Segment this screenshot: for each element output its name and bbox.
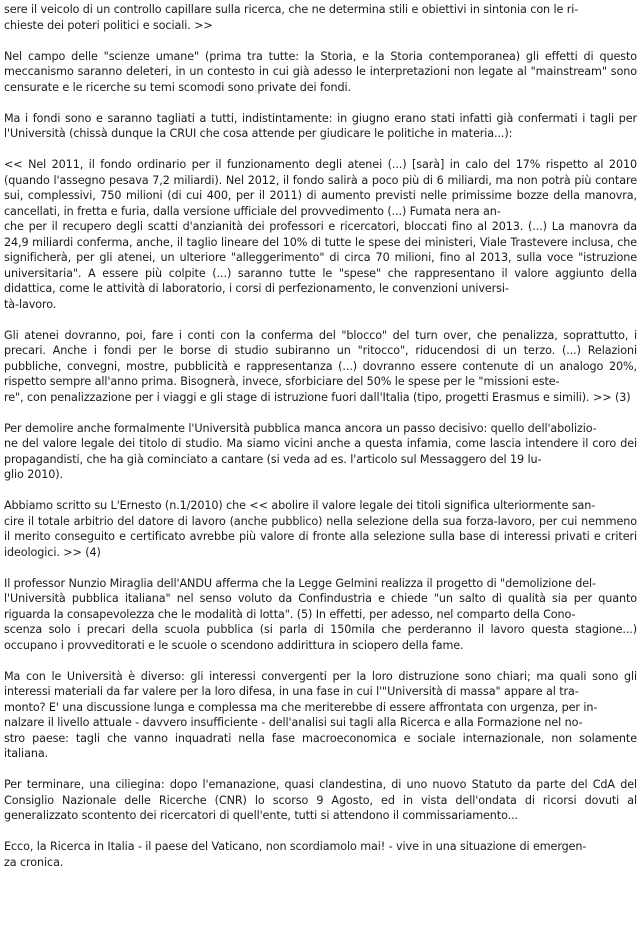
paragraph: Abbiamo scritto su L'Ernesto (n.1/2010) che << abolire il valore legale dei titoli significa ulteriormente san- cire il totale arbitrio del datore di lavoro (anche pubblico) nella selezione della sua forza-lavoro, per cui nemmeno il merito conseguito e certificato avrebbe più valore di fronte alla selezione sulla base di interessi privati e criteri ideologici. >> (4) bbox=[4, 499, 637, 559]
article-body bbox=[0, 2, 643, 870]
paragraph: Ma con le Università è diverso: gli interessi convergenti per la loro distruzione sono chiari; ma quali sono gli interessi materiali da far valere per la loro difesa, in una fase in cui l'"Università di massa" appare al tra- monto? E' una discussione lunga e complessa ma che meriterebbe di essere affrontata con urgenza, per in- nalzare il livello attuale - davvero insufficiente - dell'analisi sui tagli alla Ricerca e alla Formazione nel no- stro paese: tagli che vanno inquadrati nella fase macroeconomica e sociale internazionale, non solamente italiana. bbox=[4, 669, 637, 760]
paragraph: Ecco, la Ricerca in Italia - il paese del Vaticano, non scordiamolo mai! - vive in una situazione di emergen- za cronica. bbox=[4, 840, 587, 869]
quote-paragraph: << Nel 2011, il fondo ordinario per il funzionamento degli atenei (...) [sarà] in calo del 17% rispetto al 2010 (quando l'assegno pesava 7,2 miliardi). Nel 2012, il fondo salirà a poco più di 6 miliardi, ma non potrà più contare sui, complessivi, 750 milioni (di cui 400, per il 2011) di aumento previsti nelle primissime bozze della manovra, cancellati, in fretta e furia, dalla versione ufficiale del provvedimento (...) Fumata nera an- che per il recupero degli scatti d'anzianità dei professori e ricercatori, bloccati fino al 2013. (...) La manovra da 24,9 miliardi conferma, anche, il taglio lineare del 10% di tutte le spese dei ministeri, Viale Trastevere inclusa, che significherà, per gli atenei, un ulteriore "alleggerimento" di circa 70 milioni, fino al 2013, sulla voce "istruzione universitaria". A essere più colpite (...) saranno tutte le "spese" che rappresentano il valore aggiunto della didattica, come le attività di laboratorio, i corsi di perfezionamento, le convenzioni universi- tà-lavoro. bbox=[4, 158, 637, 311]
paragraph: Per demolire anche formalmente l'Università pubblica manca ancora un passo decisivo: quello dell'abolizio- ne del valore legale dei titolo di studio. Ma siamo vicini anche a questa infamia, come lascia intendere il coro dei propagandisti, che ha già cominciato a cantare (si veda ad es. l'articolo sul Messaggero del 19 lu- glio 2010). bbox=[4, 421, 637, 481]
paragraph: Il professor Nunzio Miraglia dell'ANDU afferma che la Legge Gelmini realizza il progetto di "demolizione del- l'Università pubblica italiana" nel senso voluto da Confindustria e chiede "un salto di qualità sia per quanto riguarda la consapevolezza che le modalità di lotta". (5) In effetti, per adesso, nel comparto della Cono- scenza solo i precari della scuola pubblica (si parla di 150mila che perderanno il lavoro questa stagione...) occupano i provveditorati e le scuole o scendono addirittura in sciopero della fame. bbox=[4, 576, 637, 652]
quote-paragraph: Gli atenei dovranno, poi, fare i conti con la conferma del "blocco" del turn over, che penalizza, soprattutto, i precari. Anche i fondi per le borse di studio subiranno un "ritocco", riducendosi di un terzo. (...) Relazioni pubbliche, convegni, mostre, pubblicità e rappresentanza (...) dovranno essere contenute di un analogo 20%, rispetto sempre all'anno prima. Bisognerà, invece, sforbiciare del 50% le spese per le "missioni este- re", con penalizzazione per i viaggi e gli stage di istruzione fuori dall'Italia (tipo, progetti Erasmus e simili). >> (3) bbox=[4, 328, 637, 404]
paragraph: Per terminare, una ciliegina: dopo l'emanazione, quasi clandestina, di uno nuovo Statuto da parte del CdA del Consiglio Nazionale delle Ricerche (CNR) lo scorso 9 Agosto, ed in vista dell'ondata di ricorsi dovuti al generalizzato scontento dei ricercatori di quell'ente, tutti si attendono il commissariamento... bbox=[4, 778, 637, 822]
paragraph: Nel campo delle "scienze umane" (prima tra tutte: la Storia, e la Storia contemporanea) gli effetti di questo meccanismo saranno deleteri, in un contesto in cui già adesso le interpretazioni non legate al "mainstream" sono censurate e le ricerche su temi scomodi sono private dei fondi. bbox=[4, 49, 637, 94]
paragraph: sere il veicolo di un controllo capillare sulla ricerca, che ne determina stili e obiettivi in sintonia con le ri- chieste dei poteri politici e sociali. >> bbox=[4, 3, 579, 32]
paragraph: Ma i fondi sono e saranno tagliati a tutti, indistintamente: in giugno erano stati infatti già confermati i tagli per l'Università (chissà dunque la CRUI che cosa attende per giudicare le politiche in materia...): bbox=[4, 111, 637, 140]
